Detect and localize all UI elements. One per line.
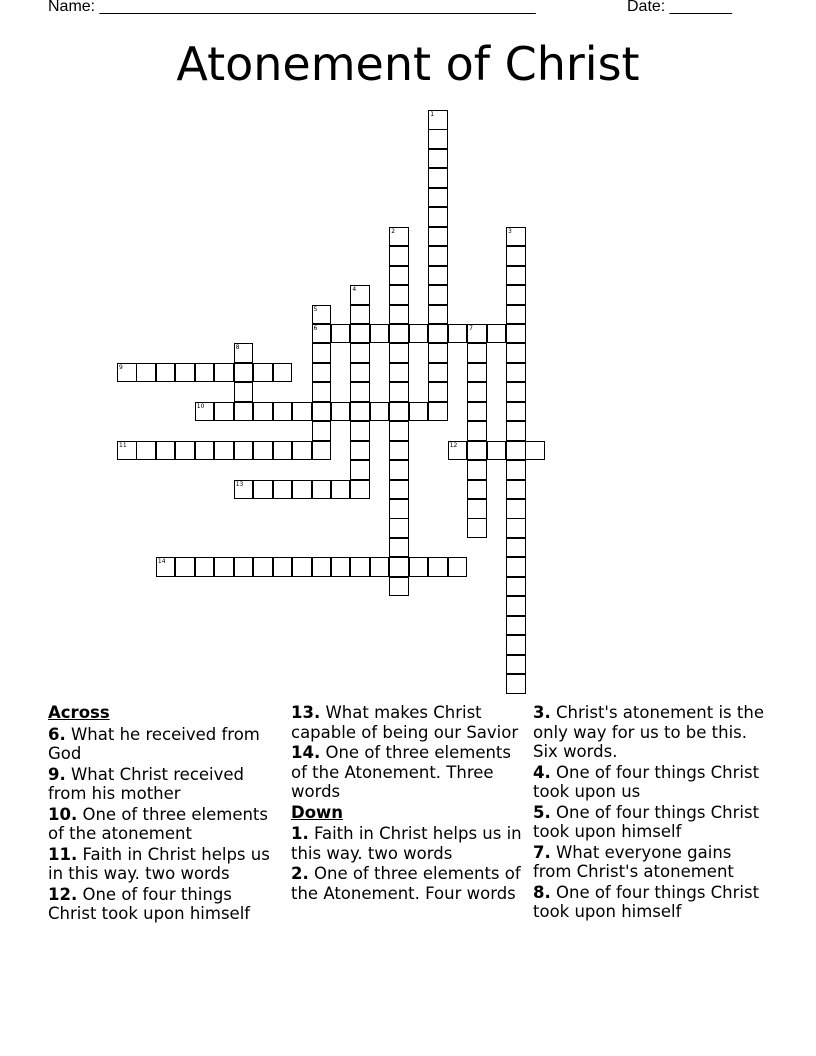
grid-cell[interactable] <box>428 305 448 325</box>
clue-text: Christ's atonement is the only way for us to be this. Six words. <box>533 703 764 761</box>
grid-cell[interactable] <box>409 557 429 577</box>
clue-text: What Christ received from his mother <box>48 764 245 803</box>
clue-number: 12. <box>48 884 78 904</box>
clue-number: 6. <box>48 724 66 744</box>
clue-down-4 <box>533 763 765 802</box>
cell-number: 8 <box>235 344 240 352</box>
grid-cell[interactable] <box>389 441 409 461</box>
clue-across-11 <box>48 845 280 884</box>
grid-cell[interactable] <box>350 382 370 402</box>
grid-cell[interactable] <box>195 402 215 422</box>
grid-cell[interactable] <box>428 149 448 169</box>
cell-number: 4 <box>352 286 357 294</box>
across-heading: Across <box>48 703 110 722</box>
grid-cell[interactable] <box>389 460 409 480</box>
grid-cell[interactable] <box>350 557 370 577</box>
grid-cell[interactable] <box>389 285 409 305</box>
grid-cell[interactable] <box>428 246 448 266</box>
grid-cell[interactable] <box>370 402 390 422</box>
grid-cell[interactable] <box>389 518 409 538</box>
grid-cell[interactable] <box>506 674 526 694</box>
clue-text: What makes Christ capable of being our Savior <box>291 703 519 742</box>
grid-cell[interactable] <box>273 441 293 461</box>
grid-cell[interactable] <box>428 129 448 149</box>
grid-cell[interactable] <box>253 557 273 577</box>
clue-text: One of four things Christ took upon us <box>533 762 760 801</box>
clue-across-12 <box>48 885 280 924</box>
grid-cell[interactable] <box>273 480 293 500</box>
grid-cell[interactable] <box>428 343 448 363</box>
name-field-label: Name: _________________________________________________ <box>48 0 536 15</box>
grid-cell[interactable] <box>253 480 273 500</box>
grid-cell[interactable] <box>350 343 370 363</box>
grid-cell[interactable] <box>389 363 409 383</box>
clue-down-2 <box>291 864 523 903</box>
clue-across-13 <box>291 703 523 742</box>
grid-cell[interactable] <box>214 402 234 422</box>
grid-cell[interactable] <box>506 305 526 325</box>
clue-number: 2. <box>291 864 309 883</box>
grid-cell[interactable] <box>506 421 526 441</box>
grid-cell[interactable] <box>506 227 526 247</box>
clue-number: 1. <box>291 824 309 843</box>
date-field-label: Date: _______ <box>627 0 732 15</box>
clue-number: 10. <box>48 804 78 824</box>
grid-cell[interactable] <box>273 402 293 422</box>
grid-cell[interactable] <box>350 363 370 383</box>
grid-cell[interactable] <box>487 324 507 344</box>
grid-cell[interactable] <box>506 538 526 558</box>
cell-number: 13 <box>235 480 244 488</box>
grid-cell[interactable] <box>506 363 526 383</box>
grid-cell[interactable] <box>506 480 526 500</box>
clue-number: 13. <box>291 703 321 722</box>
cell-number: 1 <box>430 111 435 118</box>
grid-cell[interactable] <box>253 402 273 422</box>
grid-cell[interactable] <box>312 441 332 461</box>
grid-cell[interactable] <box>312 402 332 422</box>
grid-cell[interactable] <box>428 266 448 286</box>
clue-across-6 <box>48 725 280 764</box>
cell-number: 3 <box>508 227 512 235</box>
grid-cell[interactable] <box>506 460 526 480</box>
grid-cell[interactable] <box>331 402 351 422</box>
clue-text: One of four things Christ took upon himself <box>533 882 760 921</box>
cell-number: 5 <box>313 305 318 313</box>
cell-number: 6 <box>313 324 318 332</box>
grid-cell[interactable] <box>428 188 448 208</box>
grid-cell[interactable] <box>467 324 487 344</box>
grid-cell[interactable] <box>234 382 254 402</box>
grid-cell[interactable] <box>253 363 273 383</box>
grid-cell[interactable] <box>389 499 409 519</box>
grid-cell[interactable] <box>350 421 370 441</box>
grid-cell[interactable] <box>506 324 526 344</box>
clue-text: One of three elements of the Atonement. Four words <box>291 864 521 903</box>
grid-cell[interactable] <box>389 382 409 402</box>
grid-cell[interactable] <box>331 324 351 344</box>
cell-number: 9 <box>119 363 123 371</box>
grid-cell[interactable] <box>389 266 409 286</box>
grid-cell[interactable] <box>350 480 370 500</box>
grid-cell[interactable] <box>389 343 409 363</box>
grid-cell[interactable] <box>428 324 448 344</box>
grid-cell[interactable] <box>389 305 409 325</box>
grid-cell[interactable] <box>195 441 215 461</box>
grid-cell[interactable] <box>389 421 409 441</box>
clue-number: 4. <box>533 762 551 782</box>
clue-text: Faith in Christ helps us in this way. two words <box>291 824 522 863</box>
clue-down-8 <box>533 883 765 922</box>
grid-cell[interactable] <box>234 343 254 363</box>
grid-cell[interactable] <box>506 441 526 461</box>
grid-cell[interactable] <box>428 168 448 188</box>
grid-cell[interactable] <box>312 557 332 577</box>
page-title: Atonement of Christ <box>176 37 640 91</box>
grid-cell[interactable] <box>389 246 409 266</box>
grid-cell[interactable] <box>156 557 176 577</box>
cell-number: 12 <box>449 441 458 449</box>
grid-cell[interactable] <box>312 382 332 402</box>
grid-cell[interactable] <box>487 441 507 461</box>
grid-cell[interactable] <box>389 480 409 500</box>
clue-column-1 <box>48 703 280 925</box>
grid-cell[interactable] <box>312 421 332 441</box>
grid-cell[interactable] <box>156 441 176 461</box>
grid-cell[interactable] <box>389 402 409 422</box>
cell-number: 11 <box>119 441 127 449</box>
grid-cell[interactable] <box>175 557 195 577</box>
grid-cell[interactable] <box>506 285 526 305</box>
grid-cell[interactable] <box>117 363 137 383</box>
cell-number: 14 <box>157 558 166 566</box>
clue-down-3 <box>533 703 765 762</box>
grid-cell[interactable] <box>350 285 370 305</box>
grid-cell[interactable] <box>525 441 545 461</box>
grid-cell[interactable] <box>370 324 390 344</box>
grid-cell[interactable] <box>428 207 448 227</box>
clue-number: 7. <box>533 842 551 862</box>
grid-cell[interactable] <box>370 557 390 577</box>
grid-cell[interactable] <box>428 227 448 247</box>
grid-cell[interactable] <box>467 499 487 519</box>
clue-number: 8. <box>533 882 551 902</box>
grid-cell[interactable] <box>312 343 332 363</box>
cell-number: 10 <box>196 402 205 410</box>
clue-down-1 <box>291 824 523 863</box>
grid-cell[interactable] <box>428 402 448 422</box>
clue-column-3 <box>533 703 765 923</box>
grid-cell[interactable] <box>506 577 526 597</box>
grid-cell[interactable] <box>117 441 137 461</box>
clue-text: One of four things Christ took upon himself <box>48 884 251 923</box>
grid-cell[interactable] <box>448 557 468 577</box>
grid-cell[interactable] <box>506 655 526 675</box>
grid-cell[interactable] <box>467 518 487 538</box>
grid-cell[interactable] <box>234 402 254 422</box>
clue-number: 11. <box>48 844 78 864</box>
grid-cell[interactable] <box>428 110 448 130</box>
grid-cell[interactable] <box>350 402 370 422</box>
clue-text: What everyone gains from Christ's atonement <box>533 842 734 881</box>
clue-number: 3. <box>533 703 551 722</box>
grid-cell[interactable] <box>409 402 429 422</box>
clue-number: 5. <box>533 802 551 822</box>
grid-cell[interactable] <box>428 363 448 383</box>
grid-cell[interactable] <box>506 382 526 402</box>
grid-cell[interactable] <box>195 557 215 577</box>
grid-cell[interactable] <box>350 305 370 325</box>
grid-cell[interactable] <box>234 480 254 500</box>
grid-cell[interactable] <box>292 480 312 500</box>
grid-cell[interactable] <box>506 499 526 519</box>
clue-down-7 <box>533 843 765 882</box>
clue-text: Faith in Christ helps us in this way. two words <box>48 844 270 883</box>
clue-text: One of three elements of the atonement <box>48 804 268 843</box>
grid-cell[interactable] <box>273 557 293 577</box>
grid-cell[interactable] <box>331 480 351 500</box>
grid-cell[interactable] <box>506 518 526 538</box>
grid-cell[interactable] <box>389 324 409 344</box>
grid-cell[interactable] <box>312 305 332 325</box>
grid-cell[interactable] <box>234 441 254 461</box>
grid-cell[interactable] <box>292 402 312 422</box>
grid-cell[interactable] <box>467 402 487 422</box>
grid-cell[interactable] <box>389 557 409 577</box>
clue-column-2 <box>291 703 523 904</box>
grid-cell[interactable] <box>312 480 332 500</box>
grid-cell[interactable] <box>428 285 448 305</box>
grid-cell[interactable] <box>253 441 273 461</box>
grid-cell[interactable] <box>331 557 351 577</box>
grid-cell[interactable] <box>467 382 487 402</box>
grid-cell[interactable] <box>312 363 332 383</box>
grid-cell[interactable] <box>506 596 526 616</box>
clue-across-14 <box>291 743 523 802</box>
grid-cell[interactable] <box>506 557 526 577</box>
grid-cell[interactable] <box>506 402 526 422</box>
clue-text: One of four things Christ took upon himself <box>533 802 760 841</box>
clue-across-10 <box>48 805 280 844</box>
grid-cell[interactable] <box>409 324 429 344</box>
grid-cell[interactable] <box>136 363 156 383</box>
grid-cell[interactable] <box>136 441 156 461</box>
clue-down-5 <box>533 803 765 842</box>
grid-cell[interactable] <box>506 343 526 363</box>
grid-cell[interactable] <box>350 324 370 344</box>
grid-cell[interactable] <box>506 246 526 266</box>
clue-across-9 <box>48 765 280 804</box>
grid-cell[interactable] <box>214 441 234 461</box>
grid-cell[interactable] <box>506 266 526 286</box>
grid-cell[interactable] <box>467 480 487 500</box>
grid-cell[interactable] <box>389 577 409 597</box>
grid-cell[interactable] <box>506 635 526 655</box>
grid-cell[interactable] <box>389 538 409 558</box>
grid-cell[interactable] <box>195 363 215 383</box>
cell-number: 2 <box>391 227 396 235</box>
grid-cell[interactable] <box>467 460 487 480</box>
grid-cell[interactable] <box>214 557 234 577</box>
down-heading: Down <box>291 802 344 822</box>
grid-cell[interactable] <box>467 421 487 441</box>
grid-cell[interactable] <box>312 324 332 344</box>
grid-cell[interactable] <box>234 363 254 383</box>
clue-text: One of three elements of the Atonement. Three words <box>291 743 511 801</box>
grid-cell[interactable] <box>448 441 468 461</box>
grid-cell[interactable] <box>506 616 526 636</box>
clue-number: 14. <box>291 743 321 762</box>
grid-cell[interactable] <box>234 557 254 577</box>
grid-cell[interactable] <box>350 460 370 480</box>
grid-cell[interactable] <box>428 382 448 402</box>
grid-cell[interactable] <box>448 324 468 344</box>
cell-number: 7 <box>469 324 473 332</box>
grid-cell[interactable] <box>389 227 409 247</box>
grid-cell[interactable] <box>214 363 234 383</box>
grid-cell[interactable] <box>292 557 312 577</box>
grid-cell[interactable] <box>467 343 487 363</box>
clue-number: 9. <box>48 764 66 784</box>
grid-cell[interactable] <box>350 441 370 461</box>
clue-text: What he received from God <box>48 724 260 763</box>
grid-cell[interactable] <box>175 441 195 461</box>
grid-cell[interactable] <box>273 363 293 383</box>
grid-cell[interactable] <box>292 441 312 461</box>
grid-cell[interactable] <box>467 363 487 383</box>
grid-cell[interactable] <box>467 441 487 461</box>
grid-cell[interactable] <box>175 363 195 383</box>
grid-cell[interactable] <box>428 557 448 577</box>
grid-cell[interactable] <box>156 363 176 383</box>
